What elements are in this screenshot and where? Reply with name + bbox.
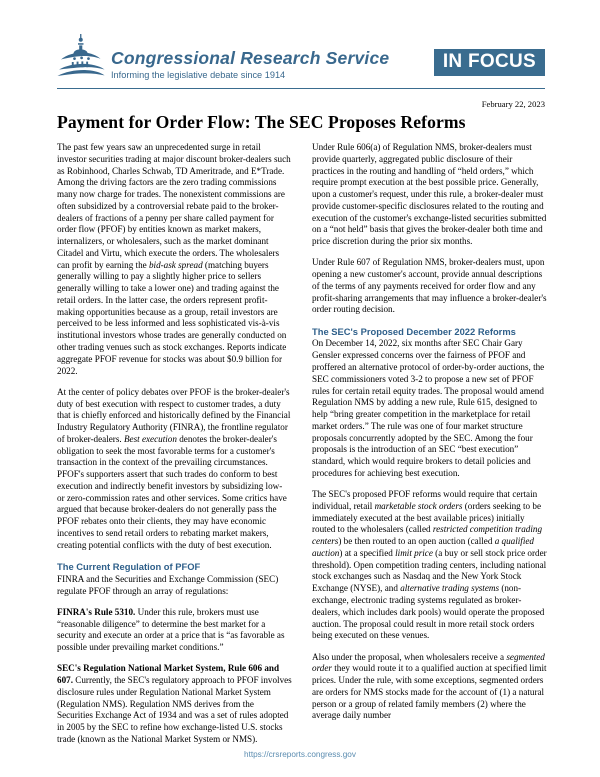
paragraph-december-proposal: On December 14, 2022, six months after SEC Chair Gary Gensler expressed concerns over the fairness of PFOF and proffered an alternative protocol of order-by-order auctions, the SEC commissioners voted 3-2 to propose a new set of PFOF rules for certain retail equity trades. The proposal would amend Regulation NMS by adding a new rule, Rule 615, designed to help “bring greater competition in the marketplace for retail market orders.” The rule was one of four market structure proposals concurrently adopted by the SEC. Among the four proposals is the introduction of an SEC “best execution” standard, which would require brokers to detail policies and procedures for achieving best execution.	[312, 338, 545, 478]
paragraph-best-execution-part1: At the center of policy debates over PFOF is the broker-dealer's duty of best execution with respect to customer trades, a duty that is chiefly enforced and historically defined by the Financial Industry Regulatory Authority (FINRA), the frontline regulator of broker-dealers.	[57, 386, 291, 444]
reform-text-d: ) at a specified	[339, 547, 396, 558]
article-columns	[57, 142, 547, 746]
left-column	[57, 142, 292, 746]
brand-name: Congressional Research Service	[111, 48, 390, 69]
paragraph-finra-rule-5310-text: Under this rule, brokers must use “reasonable diligence” to determine the best market for a security and execute an order at a price that is “as favorable as possible under prevailing market conditions.”	[57, 606, 285, 653]
reform-text-a: The SEC's proposed PFOF reforms would require that certain individual, retail	[312, 489, 538, 511]
paragraph-proposed-reform-details	[312, 489, 547, 642]
section-heading-current-regulation: The Current Regulation of PFOF	[57, 561, 201, 573]
paragraph-rule-606a: Under Rule 606(a) of Regulation NMS, broker-dealers must provide quarterly, aggregated public disclosure of their practices in the routing and handling of “held orders,” which require prompt execution at the best possible price. Generally, upon a customer's request, under this rule, a broker-dealer must provide customer-specific disclosures related to the routing and execution of the customer's exchange-listed securities submitted on a “not held” basis that gives the broker-dealer both time and price discretion during the prior six months.	[312, 142, 547, 247]
paragraph-finra-sec-intro: FINRA and the Securities and Exchange Commission (SEC) regulate PFOF through an array of regulations:	[57, 573, 279, 596]
brand-text	[111, 49, 389, 83]
paragraph-rule-607: Under Rule 607 of Regulation NMS, broker-dealers must, upon opening a new customer's account, provide annual descriptions of the terms of any payments received for order flow and any profit-sharing arrangements that may influence a broker-dealer's order routing decision.	[312, 257, 547, 315]
paragraph-intro-part2: (matching buyers generally willing to pay a slightly higher price to sellers generally willing to take a lower one) and trading against the retail orders. In the latter case, the orders represent profit-making opportunities because as a group, retail investors are perceived to be less informed and less sophisticated vis-à-vis institutional investors whose trades are generally conducted on other trading venues such as stock exchanges. Reports indicate aggregate PFOF revenue for stocks was about $0.9 billion for 2022.	[57, 259, 287, 376]
term-best-execution: Best execution	[123, 433, 177, 444]
crs-logo	[57, 33, 389, 83]
term-marketable-stock-orders: marketable stock orders	[374, 500, 463, 511]
paragraph-sec-reg-nms-text: Currently, the SEC's regulatory approach to PFOF involves disclosure rules under Regulation National Market System (Regulation NMS). Regulation NMS derives from the Securities Exchange Act of 1934 and was a set of rules adopted in 2005 by the SEC to refine how exchange-listed U.S. stocks trade (known as the National Market System or NMS).	[57, 675, 292, 744]
run-in-finra-rule-5310: FINRA's Rule 5310.	[57, 606, 136, 617]
paragraph-intro-part1: The past few years saw an unprecedented surge in retail investor securities trading at major discount broker-dealers such as Robinhood, Charles Schwab, TD Ameritrade, and E*Trade. Among the driving factors are the zero trading commissions many now charge for trades. The nonexistent commissions are often subsidized by a controversial rebate paid to the broker-dealers of fractions of a penny per share called payment for order flow (PFOF) by entities known as market makers, internalizers, or wholesalers, such as the market dominant Citadel and Virtu, which execute the orders. The wholesalers can profit by earning the	[57, 142, 291, 270]
reform-text-b: (orders seeking to be immediately executed at the best available prices) initially routed to the wholesalers (called	[312, 500, 542, 535]
section-heading-proposed-reforms: The SEC's Proposed December 2022 Reforms	[312, 325, 516, 337]
in-focus-badge: IN FOCUS	[434, 49, 545, 76]
brand-tagline: Informing the legislative debate since 1914	[111, 69, 286, 80]
term-bid-ask-spread: bid-ask spread	[148, 259, 203, 270]
paragraph-intro	[57, 142, 292, 377]
term-limit-price: limit price	[395, 547, 433, 558]
reform-text-c: ) be then routed to an open auction (called	[338, 536, 495, 547]
page-title: Payment for Order Flow: The SEC Proposes Reforms	[57, 112, 466, 132]
capitol-dome-icon	[57, 33, 105, 83]
term-segmented-order: segmented order	[312, 651, 545, 674]
term-alternative-trading-systems: alternative trading systems	[400, 583, 500, 594]
document-date: February 22, 2023	[481, 99, 545, 109]
term-qualified-auction: a qualified auction	[312, 536, 534, 558]
paragraph-finra-rule-5310	[57, 607, 292, 654]
reform-text-e: (a buy or sell stock price order threshold). Open competition trading centers, including national stock exchanges such as Nasdaq and the New York Stock Exchange (NYSE), and	[312, 547, 547, 594]
run-in-sec-reg-nms: SEC's Regulation National Market System, Rule 606 and 607.	[57, 663, 280, 686]
segmented-text-a: Also under the proposal, when wholesalers receive a	[312, 651, 507, 662]
paragraph-sec-reg-nms	[57, 663, 292, 745]
footer-url[interactable]: https://crsreports.congress.gov	[244, 750, 356, 759]
paragraph-best-execution	[57, 387, 292, 552]
right-column	[312, 142, 547, 746]
paragraph-best-execution-part2: denotes the broker-dealer's obligation to seek the most favorable terms for a customer's transaction in the context of the prevailing circumstances. PFOF's supporters assert that such trades do conform to best execution and indirectly benefit investors by subsidizing low- or zero-commission rates and other services. Some critics have argued that because broker-dealers do not generally pass the PFOF rebates onto their clients, they may have economic incentives to send retail orders to rebating market makers, creating potential conflicts with the duty of best execution.	[57, 433, 287, 550]
masthead	[57, 33, 545, 89]
segmented-text-b: they would route it to a qualified auction at specified limit prices. Under the rule, with some exceptions, segmented orders are orders for NMS stocks made for the account of (1) a natural person or a group of related family members (2) where the average daily number	[312, 663, 547, 721]
reform-text-f: (non-exchange, electronic trading systems regulated as broker-dealers, which includes dark pools) would operate the proposed auction. The proposal could result in more retail stock orders being executed on these venues.	[312, 583, 545, 641]
term-restricted-competition-trading-centers: restricted competition trading centers	[312, 524, 543, 547]
paragraph-segmented-order	[312, 652, 547, 723]
masthead-divider	[57, 88, 545, 89]
